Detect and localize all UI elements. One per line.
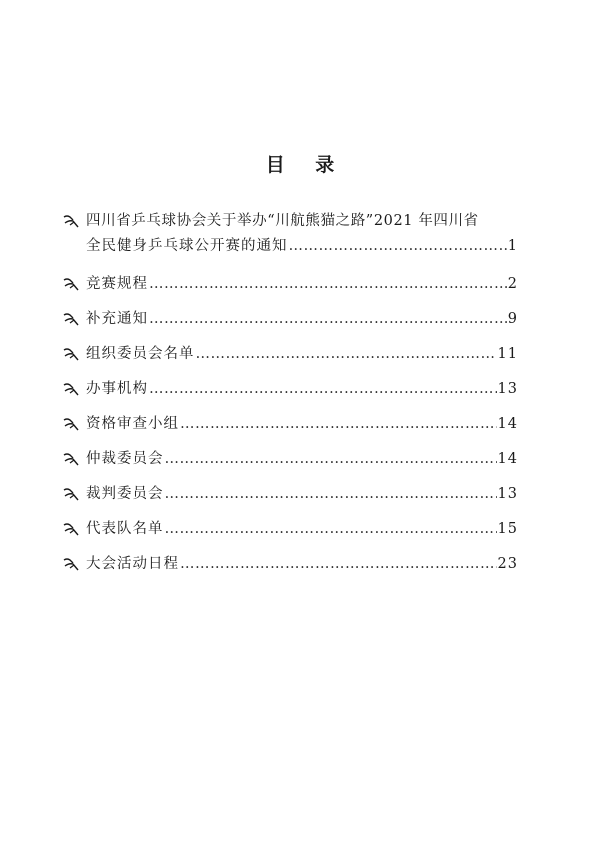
toc-entry-notice[interactable] bbox=[62, 209, 518, 272]
toc-page-number: 1 bbox=[507, 238, 518, 254]
toc-entry-text: 组织委员会名单 bbox=[86, 346, 195, 362]
toc-entry-text-line1: 四川省乒乓球协会关于举办“川航熊猫之路”2021 年四川省 bbox=[86, 213, 479, 229]
flourish-bullet-icon bbox=[62, 487, 80, 503]
toc-entry-text: 竞赛规程 bbox=[86, 276, 148, 292]
flourish-bullet-icon bbox=[62, 557, 80, 573]
page-title: 目 录 bbox=[265, 154, 347, 176]
flourish-bullet-icon bbox=[62, 417, 80, 433]
toc-entry-line2 bbox=[86, 234, 518, 259]
toc-entry-supplementary-notice[interactable] bbox=[62, 307, 518, 342]
flourish-bullet-icon bbox=[62, 214, 80, 230]
toc-entry-competition-rules[interactable] bbox=[62, 272, 518, 307]
toc-entry-team-list[interactable] bbox=[62, 517, 518, 552]
flourish-bullet-icon bbox=[62, 312, 80, 328]
toc-page-number: 11 bbox=[497, 346, 518, 362]
toc-entry-text: 代表队名单 bbox=[86, 521, 164, 537]
dot-leader bbox=[149, 377, 497, 402]
toc-entry-arbitration-committee[interactable] bbox=[62, 447, 518, 482]
toc-entry-text: 仲裁委员会 bbox=[86, 451, 164, 467]
toc-page-number: 13 bbox=[497, 486, 518, 502]
table-of-contents bbox=[62, 209, 518, 587]
flourish-bullet-icon bbox=[62, 347, 80, 363]
toc-entry-organizing-committee[interactable] bbox=[62, 342, 518, 377]
toc-page-number: 14 bbox=[497, 451, 518, 467]
toc-page-number: 13 bbox=[497, 381, 518, 397]
toc-page-number: 2 bbox=[507, 276, 518, 292]
toc-page-number: 23 bbox=[497, 556, 518, 572]
toc-entry-referee-committee[interactable] bbox=[62, 482, 518, 517]
dot-leader bbox=[165, 517, 497, 542]
dot-leader bbox=[165, 447, 497, 472]
flourish-bullet-icon bbox=[62, 452, 80, 468]
toc-entry-text-line2: 全民健身乒乓球公开赛的通知 bbox=[86, 238, 288, 254]
flourish-bullet-icon bbox=[62, 522, 80, 538]
toc-page-number: 9 bbox=[507, 311, 518, 327]
dot-leader bbox=[149, 272, 507, 297]
toc-entry-text: 裁判委员会 bbox=[86, 486, 164, 502]
toc-entry-qualification-review[interactable] bbox=[62, 412, 518, 447]
toc-entry-text: 大会活动日程 bbox=[86, 556, 179, 572]
flourish-bullet-icon bbox=[62, 277, 80, 293]
dot-leader bbox=[289, 234, 507, 259]
dot-leader bbox=[165, 482, 497, 507]
dot-leader bbox=[149, 307, 507, 332]
toc-entry-text: 补充通知 bbox=[86, 311, 148, 327]
toc-entry-event-schedule[interactable] bbox=[62, 552, 518, 587]
dot-leader bbox=[180, 552, 497, 577]
flourish-bullet-icon bbox=[62, 382, 80, 398]
toc-page-number: 14 bbox=[497, 416, 518, 432]
toc-page-number: 15 bbox=[497, 521, 518, 537]
toc-entry-text: 资格审查小组 bbox=[86, 416, 179, 432]
toc-entry-text: 办事机构 bbox=[86, 381, 148, 397]
dot-leader bbox=[180, 412, 497, 437]
dot-leader bbox=[196, 342, 497, 367]
toc-entry-office[interactable] bbox=[62, 377, 518, 412]
